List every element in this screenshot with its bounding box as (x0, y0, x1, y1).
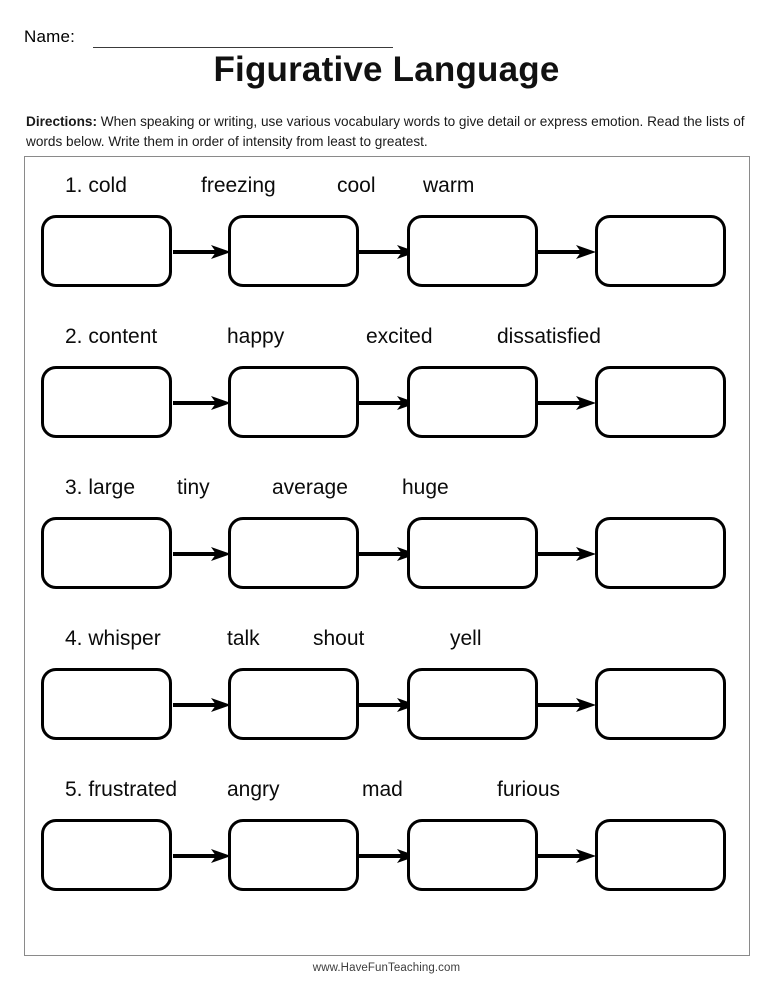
word-prompt: mad (362, 778, 403, 801)
arrow-right-icon (173, 245, 231, 259)
answer-sequence (25, 215, 751, 291)
word-prompt: average (272, 476, 348, 499)
name-write-in-line[interactable] (93, 29, 393, 48)
arrow-right-icon (173, 396, 231, 410)
answer-box[interactable] (595, 819, 726, 891)
word-prompt: warm (423, 174, 475, 197)
word-prompt: cool (337, 174, 376, 197)
answer-box[interactable] (228, 366, 359, 438)
word-prompt: excited (366, 325, 433, 348)
word-prompt: talk (227, 627, 260, 650)
answer-box[interactable] (595, 215, 726, 287)
directions-text: When speaking or writing, use various vocabulary words to give detail or express emotion. Read the lists of words below. Write them in order of intensity from least to greatest. (26, 114, 745, 149)
arrow-right-icon (173, 849, 231, 863)
answer-sequence (25, 366, 751, 442)
answer-box[interactable] (407, 215, 538, 287)
arrow-right-icon (538, 849, 596, 863)
footer-website: www.HaveFunTeaching.com (312, 962, 461, 974)
arrow-right-icon (538, 547, 596, 561)
question-number-and-word: 4. whisper (65, 627, 161, 650)
answer-box[interactable] (41, 517, 172, 589)
name-label: Name: (24, 27, 76, 46)
word-prompt: happy (227, 325, 285, 348)
question-number-and-word: 5. frustrated (65, 778, 178, 801)
word-prompt: shout (313, 627, 365, 650)
answer-box[interactable] (407, 517, 538, 589)
arrow-right-icon (538, 396, 596, 410)
arrow-right-icon (538, 245, 596, 259)
word-bank (25, 322, 751, 356)
question-row (25, 624, 751, 764)
question-row (25, 775, 751, 915)
question-row (25, 473, 751, 613)
answer-box[interactable] (228, 215, 359, 287)
word-prompt: angry (227, 778, 280, 801)
word-bank (25, 624, 751, 658)
question-number-and-word: 2. content (65, 325, 158, 348)
arrow-right-icon (173, 547, 231, 561)
arrow-right-icon (538, 698, 596, 712)
answer-box[interactable] (41, 668, 172, 740)
question-number-and-word: 1. cold (65, 174, 127, 197)
word-prompt: yell (450, 627, 482, 650)
answer-box[interactable] (41, 215, 172, 287)
answer-box[interactable] (228, 517, 359, 589)
answer-box[interactable] (407, 819, 538, 891)
answer-box[interactable] (228, 819, 359, 891)
word-prompt: furious (497, 778, 561, 801)
question-number-and-word: 3. large (65, 476, 136, 499)
answer-box[interactable] (228, 668, 359, 740)
answer-box[interactable] (595, 668, 726, 740)
answer-box[interactable] (41, 366, 172, 438)
answer-box[interactable] (407, 366, 538, 438)
word-prompt: tiny (177, 476, 210, 499)
word-bank (25, 171, 751, 205)
directions-paragraph (26, 112, 748, 152)
word-bank (25, 473, 751, 507)
word-bank (25, 775, 751, 809)
answer-box[interactable] (41, 819, 172, 891)
name-field-row (24, 22, 444, 48)
answer-sequence (25, 517, 751, 593)
page-title: Figurative Language (213, 50, 560, 89)
activity-panel (24, 156, 750, 956)
word-prompt: freezing (201, 174, 276, 197)
answer-box[interactable] (407, 668, 538, 740)
word-prompt: huge (402, 476, 449, 499)
directions-label: Directions: (26, 114, 98, 129)
answer-box[interactable] (595, 366, 726, 438)
arrow-right-icon (173, 698, 231, 712)
answer-sequence (25, 819, 751, 895)
answer-box[interactable] (595, 517, 726, 589)
word-prompt: dissatisfied (497, 325, 601, 348)
question-row (25, 171, 751, 311)
question-row (25, 322, 751, 462)
answer-sequence (25, 668, 751, 744)
